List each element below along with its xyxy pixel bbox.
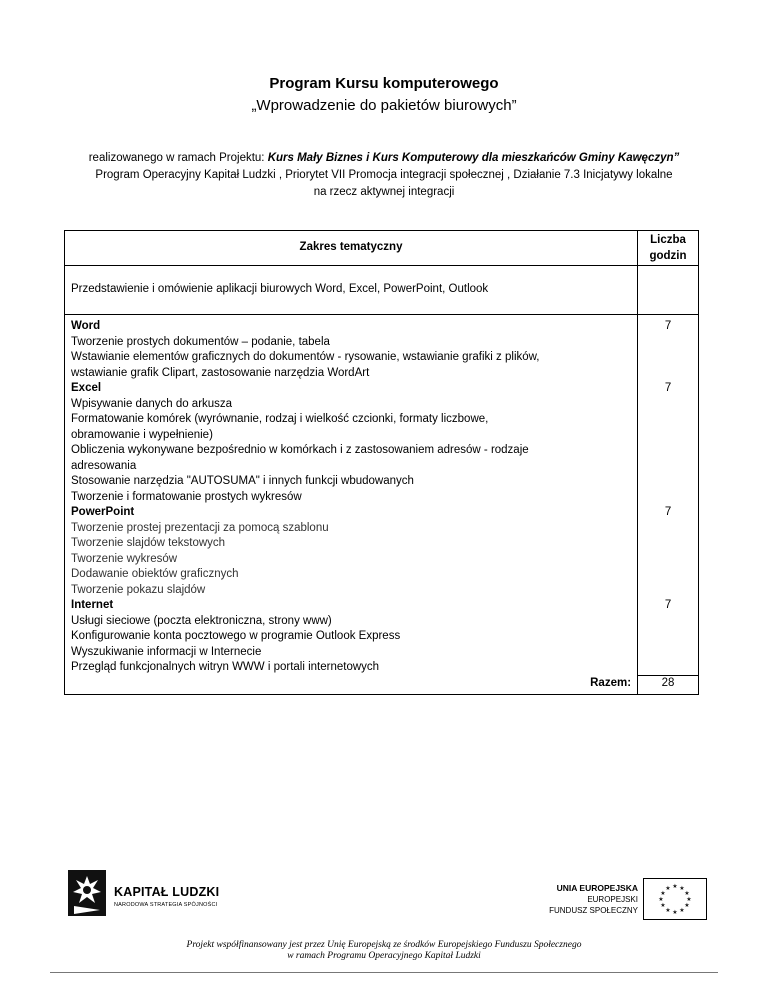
topic-item: Usługi sieciowe (poczta elektroniczna, strony www) <box>71 614 332 627</box>
module-hours: 7 <box>638 598 699 676</box>
project-info-line3: na rzecz aktywnej integracji <box>313 186 455 198</box>
module-row-word <box>65 315 699 382</box>
topic-item: Tworzenie slajdów tekstowych <box>71 537 226 549</box>
svg-text:★: ★ <box>672 909 678 916</box>
column-header-topic: Zakres tematyczny <box>65 231 638 266</box>
svg-text:★: ★ <box>660 890 666 897</box>
footer-divider <box>50 972 718 973</box>
module-name: Word <box>71 320 101 332</box>
topic-item: Tworzenie prostej prezentacji za pomocą szablonu <box>71 521 329 534</box>
topic-item: Konfigurowanie konta pocztowego w programie Outlook Express <box>71 630 401 642</box>
eu-logo-text <box>520 883 638 916</box>
topic-item: wstawianie grafik Clipart, zastosowanie narzędzia WordArt <box>71 366 370 379</box>
module-topics <box>65 598 638 676</box>
program-table <box>64 230 699 695</box>
module-name: Excel <box>71 382 102 394</box>
module-row-powerpoint <box>65 505 699 598</box>
svg-text:★: ★ <box>684 890 690 897</box>
svg-text:★: ★ <box>679 885 685 892</box>
column-header-hours-line1: Liczba <box>650 234 686 246</box>
kapital-ludzki-name: KAPITAŁ LUDZKI <box>114 885 220 899</box>
total-value: 28 <box>638 676 699 695</box>
project-info <box>0 150 768 201</box>
intro-row <box>65 266 699 315</box>
topic-item: Wstawianie elementów graficznych do dokumentów - rysowanie, wstawianie grafiki z plików, <box>71 351 540 363</box>
table-header-row <box>65 231 699 266</box>
project-info-line2: Program Operacyjny Kapitał Ludzki , Priorytet VII Promocja integracji społecznej , Działanie 7.3 Inicjatywy lokalne <box>95 169 673 181</box>
module-name: PowerPoint <box>71 506 135 518</box>
topic-item: Tworzenie prostych dokumentów – podanie, tabela <box>71 335 330 348</box>
project-name: Kurs Mały Biznes i Kurs Komputerowy dla mieszkańców Gminy Kawęczyn” <box>267 152 680 164</box>
topic-item: Wyszukiwanie informacji w Internecie <box>71 645 262 658</box>
footer-note <box>0 940 768 962</box>
intro-hours <box>638 266 699 315</box>
footer-line2: w ramach Programu Operacyjnego Kapitał Ludzki <box>287 951 481 961</box>
module-row-excel <box>65 381 699 505</box>
project-info-line1 <box>0 150 768 167</box>
topic-item: Stosowanie narzędzia "AUTOSUMA" i innych funkcji wbudowanych <box>71 475 414 487</box>
topic-item: Formatowanie komórek (wyrównanie, rodzaj i wielkość czcionki, formaty liczbowe, <box>71 413 489 425</box>
topic-item: obramowanie i wypełnienie) <box>71 428 213 441</box>
eu-fund-line2: FUNDUSZ SPOŁECZNY <box>549 906 638 915</box>
topic-item: adresowania <box>71 459 137 472</box>
footer-line1: Projekt współfinansowany jest przez Unię Europejską ze środków Europejskiego Funduszu Społecznego <box>186 940 582 950</box>
module-hours: 7 <box>638 315 699 382</box>
column-header-hours-line2: godzin <box>649 250 687 262</box>
svg-text:★: ★ <box>660 902 666 909</box>
kapital-ludzki-emblem-icon <box>68 870 106 916</box>
eu-name: UNIA EUROPEJSKA <box>556 883 638 893</box>
svg-text:★: ★ <box>665 907 671 914</box>
topic-item: Tworzenie wykresów <box>71 552 178 565</box>
svg-text:★: ★ <box>679 907 685 914</box>
svg-text:★: ★ <box>658 896 664 903</box>
eu-fund-line1: EUROPEJSKI <box>587 895 638 904</box>
document-title: Program Kursu komputerowego <box>269 75 499 92</box>
topic-item: Wpisywanie danych do arkusza <box>71 397 233 410</box>
project-prefix: realizowanego w ramach Projektu: <box>88 152 268 164</box>
module-hours: 7 <box>638 505 699 598</box>
kapital-ludzki-subtitle: NARODOWA STRATEGIA SPÓJNOŚCI <box>114 902 218 908</box>
topic-item: Dodawanie obiektów graficznych <box>71 568 239 580</box>
module-row-internet <box>65 598 699 676</box>
eu-flag-icon <box>643 878 707 920</box>
column-header-hours <box>638 231 699 266</box>
module-topics <box>65 381 638 505</box>
module-hours: 7 <box>638 381 699 505</box>
module-name: Internet <box>71 599 114 611</box>
intro-text: Przedstawienie i omówienie aplikacji biurowych Word, Excel, PowerPoint, Outlook <box>65 266 638 315</box>
total-label: Razem: <box>65 676 638 695</box>
module-topics <box>65 505 638 598</box>
svg-text:★: ★ <box>672 883 678 890</box>
topic-item: Przegląd funkcjonalnych witryn WWW i portali internetowych <box>71 661 380 673</box>
svg-text:★: ★ <box>665 885 671 892</box>
svg-text:★: ★ <box>686 896 692 903</box>
document-subtitle: „Wprowadzenie do pakietów biurowych” <box>251 97 517 114</box>
total-row <box>65 676 699 695</box>
topic-item: Obliczenia wykonywane bezpośrednio w komórkach i z zastosowaniem adresów - rodzaje <box>71 444 529 456</box>
topic-item: Tworzenie i formatowanie prostych wykresów <box>71 490 302 503</box>
module-topics <box>65 315 638 382</box>
svg-text:★: ★ <box>684 902 690 909</box>
document-header <box>0 73 768 117</box>
topic-item: Tworzenie pokazu slajdów <box>71 583 206 596</box>
kapital-ludzki-logo <box>68 870 228 916</box>
